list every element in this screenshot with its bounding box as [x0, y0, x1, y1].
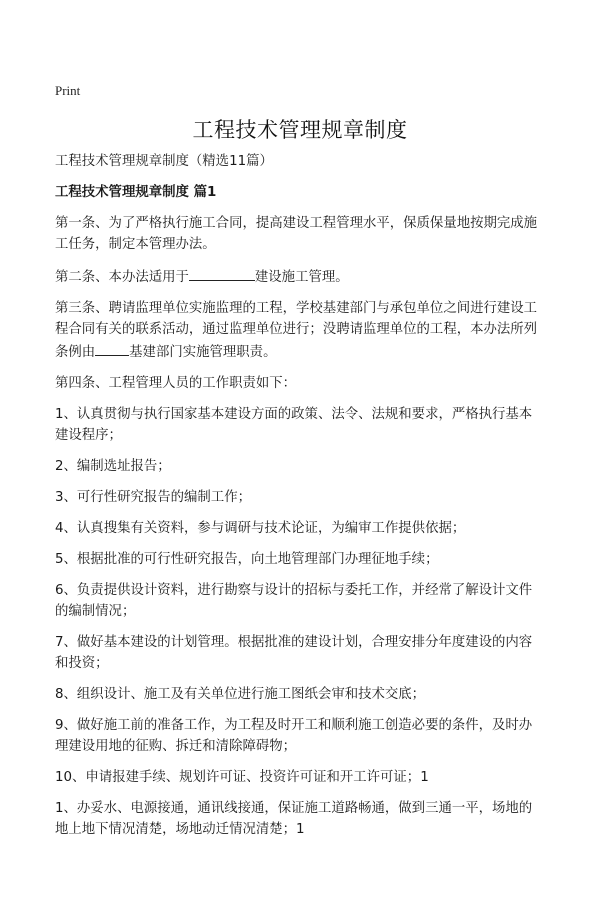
paragraph-article-2: [55, 265, 555, 288]
list-item: [55, 684, 555, 705]
list-item: [55, 518, 555, 539]
paragraph-article-3: [55, 298, 555, 363]
text-line: 工任务，制定本管理办法。: [55, 237, 216, 252]
text-segment: 基建部门实施管理职责。: [129, 345, 277, 360]
text-line: 地上地下情况清楚，场地动迁情况清楚；1: [55, 822, 305, 837]
text-line: 的编制情况；: [55, 604, 136, 619]
list-item: [55, 715, 555, 757]
list-item: [55, 632, 555, 674]
list-item: [55, 580, 555, 622]
text-segment: 第二条、本办法适用于: [55, 270, 189, 285]
text-line: 8、组织设计、施工及有关单位进行施工图纸会审和技术交底；: [55, 687, 426, 702]
text-segment: 条例由: [55, 345, 96, 360]
text-line: 10、申请报建手续、规划许可证、投资许可证和开工许可证；1: [55, 770, 429, 785]
list-item: [55, 487, 555, 508]
text-line: 5、根据批准的可行性研究报告，向土地管理部门办理征地手续；: [55, 552, 439, 567]
fill-in-blank: [189, 265, 255, 281]
text-line: 7、做好基本建设的计划管理。根据批准的建设计划，合理安排分年度建设的内容: [55, 635, 533, 650]
list-item: [55, 767, 555, 788]
fill-in-blank: [95, 340, 129, 356]
text-line: 2、编制选址报告；: [55, 459, 171, 474]
document-title: 工程技术管理规章制度: [192, 118, 408, 142]
text-line: 9、做好施工前的准备工作，为工程及时开工和顺利施工创造必要的条件，及时办: [55, 718, 533, 733]
text-line: 第四条、工程管理人员的工作职责如下：: [55, 376, 297, 391]
text-line: 1、认真贯彻与执行国家基本建设方面的政策、法令、法规和要求，严格执行基本: [55, 407, 533, 422]
text-line: [55, 340, 555, 363]
text-line: 和投资；: [55, 656, 109, 671]
list-item: [55, 404, 555, 446]
section-heading: 工程技术管理规章制度 篇1: [55, 185, 217, 200]
text-line: 第三条、聘请监理单位实施监理的工程，学校基建部门与承包单位之间进行建设工: [55, 301, 538, 316]
text-line: 6、负责提供设计资料，进行勘察与设计的招标与委托工作，并经常了解设计文件: [55, 583, 533, 598]
list-item: [55, 456, 555, 477]
text-line: 1、办妥水、电源接通，通讯线接通，保证施工道路畅通，做到三通一平，场地的: [55, 801, 533, 816]
text-line: 第一条、为了严格执行施工合同，提高建设工程管理水平，保质保量地按期完成施: [55, 216, 538, 231]
text-segment: 建设施工管理。: [254, 270, 349, 285]
paragraph-article-4: [55, 373, 555, 394]
text-line: 建设程序；: [55, 428, 122, 443]
paragraph-article-1: [55, 213, 555, 255]
subtitle: 工程技术管理规章制度（精选11篇）: [55, 154, 273, 169]
list-item: [55, 798, 555, 840]
text-line: 4、认真搜集有关资料，参与调研与技术论证，为编审工作提供依据；: [55, 521, 466, 536]
print-label: Print: [55, 83, 81, 98]
list-item: [55, 549, 555, 570]
text-line: 3、可行性研究报告的编制工作；: [55, 490, 251, 505]
text-line: 程合同有关的联系活动，通过监理单位进行；没聘请监理单位的工程，本办法所列: [55, 322, 538, 337]
text-line: 理建设用地的征购、拆迁和清除障碍物；: [55, 739, 297, 754]
document-body: [55, 151, 555, 850]
